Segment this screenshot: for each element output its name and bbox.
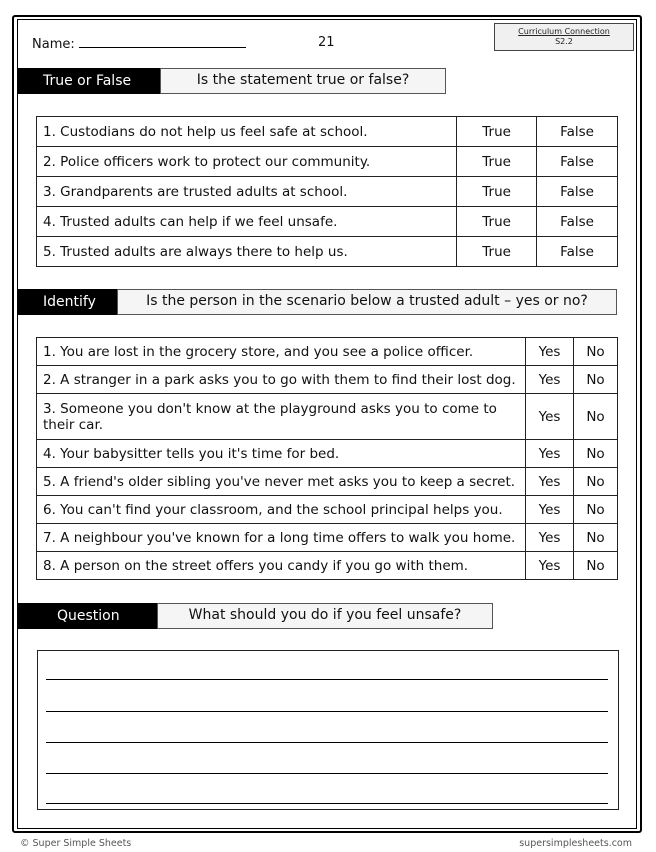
option-cell[interactable]: Yes (526, 496, 574, 524)
option-cell[interactable]: False (537, 147, 618, 177)
name-line[interactable] (79, 35, 246, 48)
option-cell[interactable]: No (574, 552, 618, 580)
section-prompt: What should you do if you feel unsafe? (157, 603, 493, 629)
writing-line[interactable] (46, 711, 608, 712)
option-cell[interactable]: No (574, 496, 618, 524)
option-cell[interactable]: True (457, 237, 537, 267)
table-row (37, 366, 618, 394)
option-cell[interactable]: No (574, 524, 618, 552)
curriculum-connection-box (494, 23, 634, 51)
answer-box[interactable] (37, 650, 619, 810)
curriculum-title: Curriculum Connection (518, 27, 610, 36)
option-cell[interactable]: False (537, 207, 618, 237)
option-cell[interactable]: Yes (526, 440, 574, 468)
option-cell[interactable]: False (537, 177, 618, 207)
option-cell[interactable]: False (537, 237, 618, 267)
option-cell[interactable]: Yes (526, 394, 574, 440)
statement-cell: 3. Someone you don't know at the playground asks you to come to their car. (37, 394, 526, 440)
writing-line[interactable] (46, 773, 608, 774)
table-row (37, 177, 618, 207)
section-label: Question (17, 603, 157, 629)
table-row (37, 237, 618, 267)
table-row (37, 147, 618, 177)
option-cell[interactable]: True (457, 207, 537, 237)
option-cell[interactable]: No (574, 468, 618, 496)
name-label: Name: (32, 37, 75, 52)
section-label: True or False (17, 68, 160, 94)
true-false-table (36, 116, 618, 267)
identify-table (36, 337, 618, 580)
option-cell[interactable]: True (457, 117, 537, 147)
section-prompt: Is the person in the scenario below a trusted adult – yes or no? (117, 289, 617, 315)
table-row (37, 524, 618, 552)
option-cell[interactable]: No (574, 366, 618, 394)
option-cell[interactable]: Yes (526, 468, 574, 496)
statement-cell: 3. Grandparents are trusted adults at school. (37, 177, 457, 207)
statement-cell: 4. Trusted adults can help if we feel unsafe. (37, 207, 457, 237)
table-row (37, 496, 618, 524)
option-cell[interactable]: Yes (526, 552, 574, 580)
table-row (37, 117, 618, 147)
section-label: Identify (17, 289, 117, 315)
statement-cell: 6. You can't find your classroom, and the school principal helps you. (37, 496, 526, 524)
statement-cell: 5. A friend's older sibling you've never met asks you to keep a secret. (37, 468, 526, 496)
writing-line[interactable] (46, 679, 608, 680)
option-cell[interactable]: No (574, 338, 618, 366)
section-identify-header (17, 289, 617, 315)
writing-line[interactable] (46, 803, 608, 804)
option-cell[interactable]: True (457, 177, 537, 207)
statement-cell: 5. Trusted adults are always there to help us. (37, 237, 457, 267)
option-cell[interactable]: True (457, 147, 537, 177)
statement-cell: 4. Your babysitter tells you it's time for bed. (37, 440, 526, 468)
option-cell[interactable]: No (574, 394, 618, 440)
statement-cell: 1. Custodians do not help us feel safe at school. (37, 117, 457, 147)
section-true-false-header (17, 68, 446, 94)
option-cell[interactable]: Yes (526, 366, 574, 394)
footer-copyright: © Super Simple Sheets (20, 838, 132, 849)
footer-website: supersimplesheets.com (519, 838, 632, 849)
table-row (37, 207, 618, 237)
writing-line[interactable] (46, 742, 608, 743)
name-field (32, 35, 246, 52)
statement-cell: 8. A person on the street offers you candy if you go with them. (37, 552, 526, 580)
section-prompt: Is the statement true or false? (160, 68, 446, 94)
statement-cell: 7. A neighbour you've known for a long time offers to walk you home. (37, 524, 526, 552)
table-row (37, 468, 618, 496)
curriculum-code: S2.2 (555, 37, 573, 46)
table-row (37, 440, 618, 468)
option-cell[interactable]: False (537, 117, 618, 147)
statement-cell: 2. Police officers work to protect our community. (37, 147, 457, 177)
section-question-header (17, 603, 493, 629)
table-row (37, 552, 618, 580)
option-cell[interactable]: No (574, 440, 618, 468)
page-number: 21 (318, 35, 335, 50)
table-row (37, 338, 618, 366)
table-row (37, 394, 618, 440)
statement-cell: 2. A stranger in a park asks you to go with them to find their lost dog. (37, 366, 526, 394)
option-cell[interactable]: Yes (526, 338, 574, 366)
statement-cell: 1. You are lost in the grocery store, and you see a police officer. (37, 338, 526, 366)
option-cell[interactable]: Yes (526, 524, 574, 552)
